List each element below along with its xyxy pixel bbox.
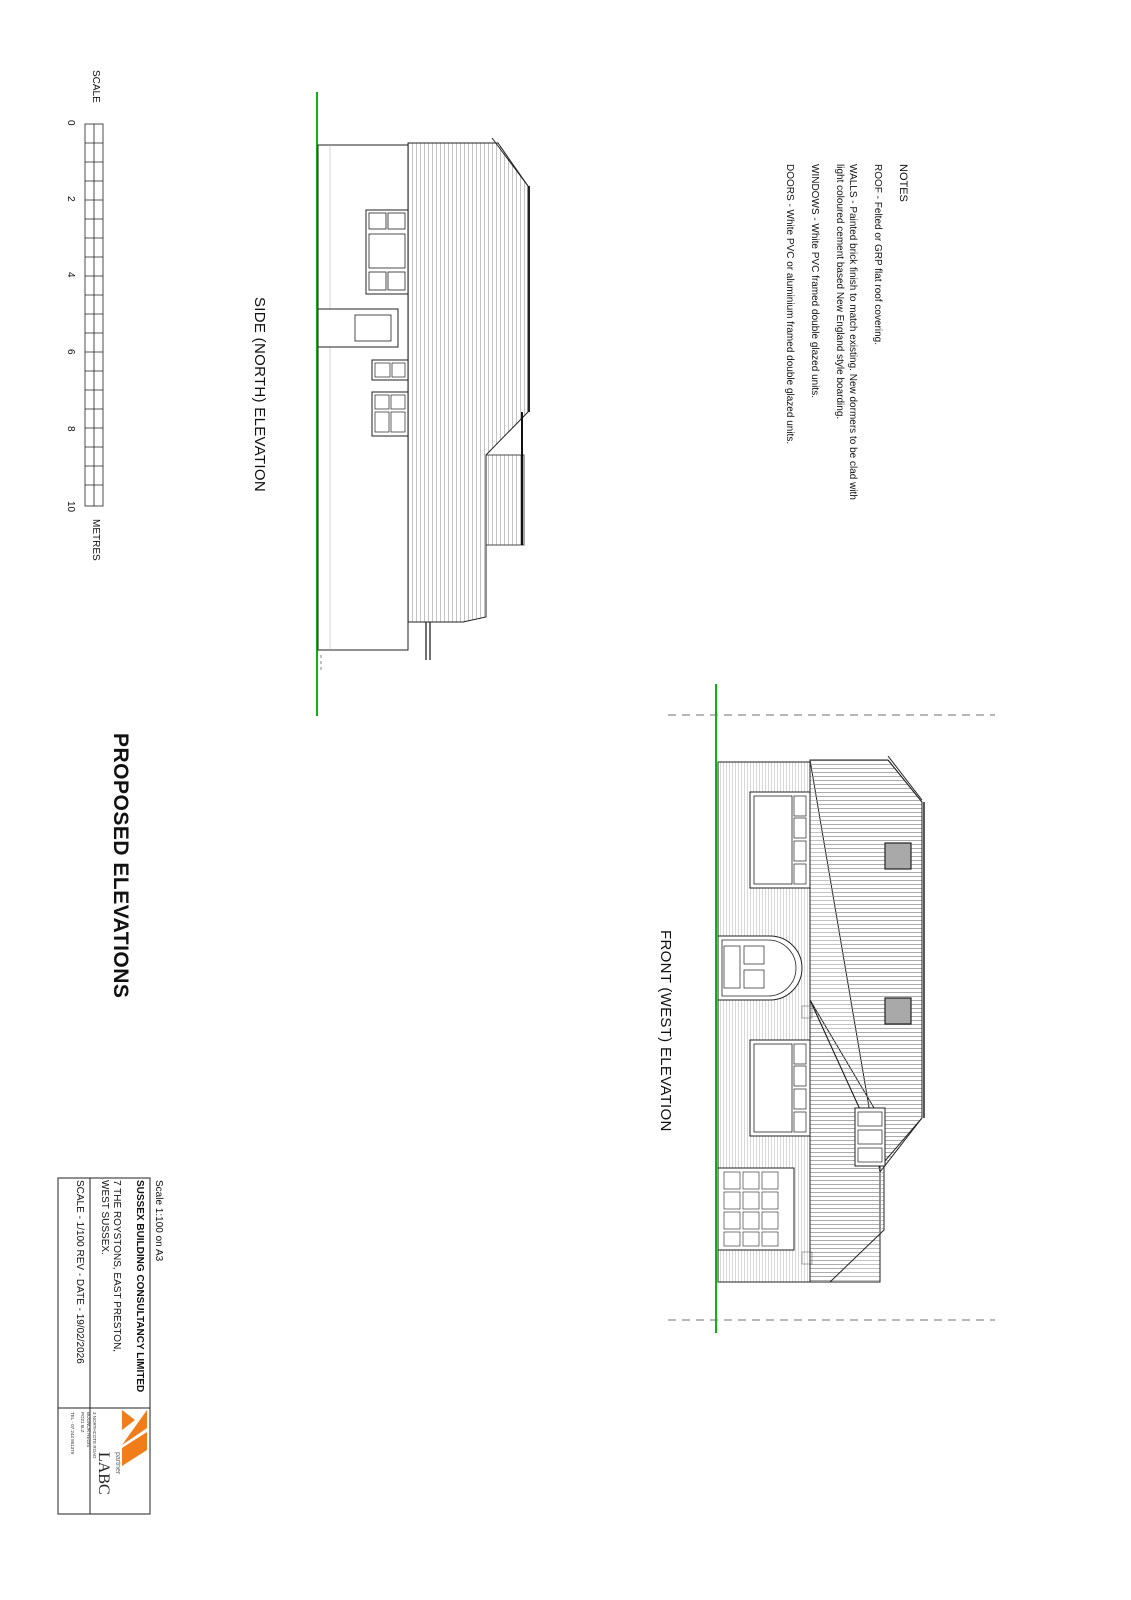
scale-bar xyxy=(85,124,103,506)
scale-tick-0: 0 xyxy=(65,120,76,126)
note-doors: DOORS - White PVC or aluminium framed double glazed units. xyxy=(784,164,795,445)
title-block-info: SCALE - 1/100 REV - DATE - 19/02/2026 xyxy=(74,1180,85,1364)
labc-brand-text: LABC xyxy=(95,1452,112,1495)
title-block-scale-note: Scale 1:100 on A3 xyxy=(153,1180,164,1262)
labc-address-3: PO21 5LZ xyxy=(80,1412,85,1433)
note-walls-cont: light coloured cement based New England style boarding. xyxy=(834,164,845,420)
labc-address-2: BOGNOR REGIS xyxy=(86,1412,91,1448)
scale-bar-label: SCALE xyxy=(90,70,101,103)
scale-tick-6: 6 xyxy=(65,349,76,355)
note-roof: ROOF - Felted or GRP flat roof covering. xyxy=(872,164,883,345)
note-windows: WINDOWS - White PVC framed double glazed units. xyxy=(809,164,820,398)
side-elevation-label: SIDE (NORTH) ELEVATION xyxy=(251,297,268,492)
title-block-address-2: WEST SUSSEX. xyxy=(99,1180,110,1255)
title-block-company: SUSSEX BUILDING CONSULTANCY LIMITED xyxy=(134,1180,145,1393)
front-elevation-label: FRONT (WEST) ELEVATION xyxy=(657,930,674,1132)
drawing-title: PROPOSED ELEVATIONS xyxy=(109,733,132,999)
front-elevation-drawing xyxy=(668,684,995,1333)
labc-address-1: 3 NORTHCOTE ROAD xyxy=(92,1412,97,1459)
title-block-address-1: 7 THE ROYSTONS, EAST PRESTON, xyxy=(111,1180,122,1353)
scale-tick-10: 10 xyxy=(65,501,76,513)
scale-tick-2: 2 xyxy=(65,196,76,202)
side-elevation-drawing xyxy=(317,92,529,716)
labc-partner-text: partner xyxy=(114,1452,121,1475)
scale-tick-8: 8 xyxy=(65,426,76,432)
scale-bar-unit: METRES xyxy=(90,519,101,561)
notes-title: NOTES xyxy=(897,164,909,202)
scale-tick-4: 4 xyxy=(65,272,76,278)
labc-tel: TEL - 07 243 861379 xyxy=(70,1412,75,1455)
labc-logo-icon xyxy=(122,1410,147,1466)
note-walls: WALLS - Painted brick finish to match existing. New dormers to be clad with xyxy=(847,164,858,500)
